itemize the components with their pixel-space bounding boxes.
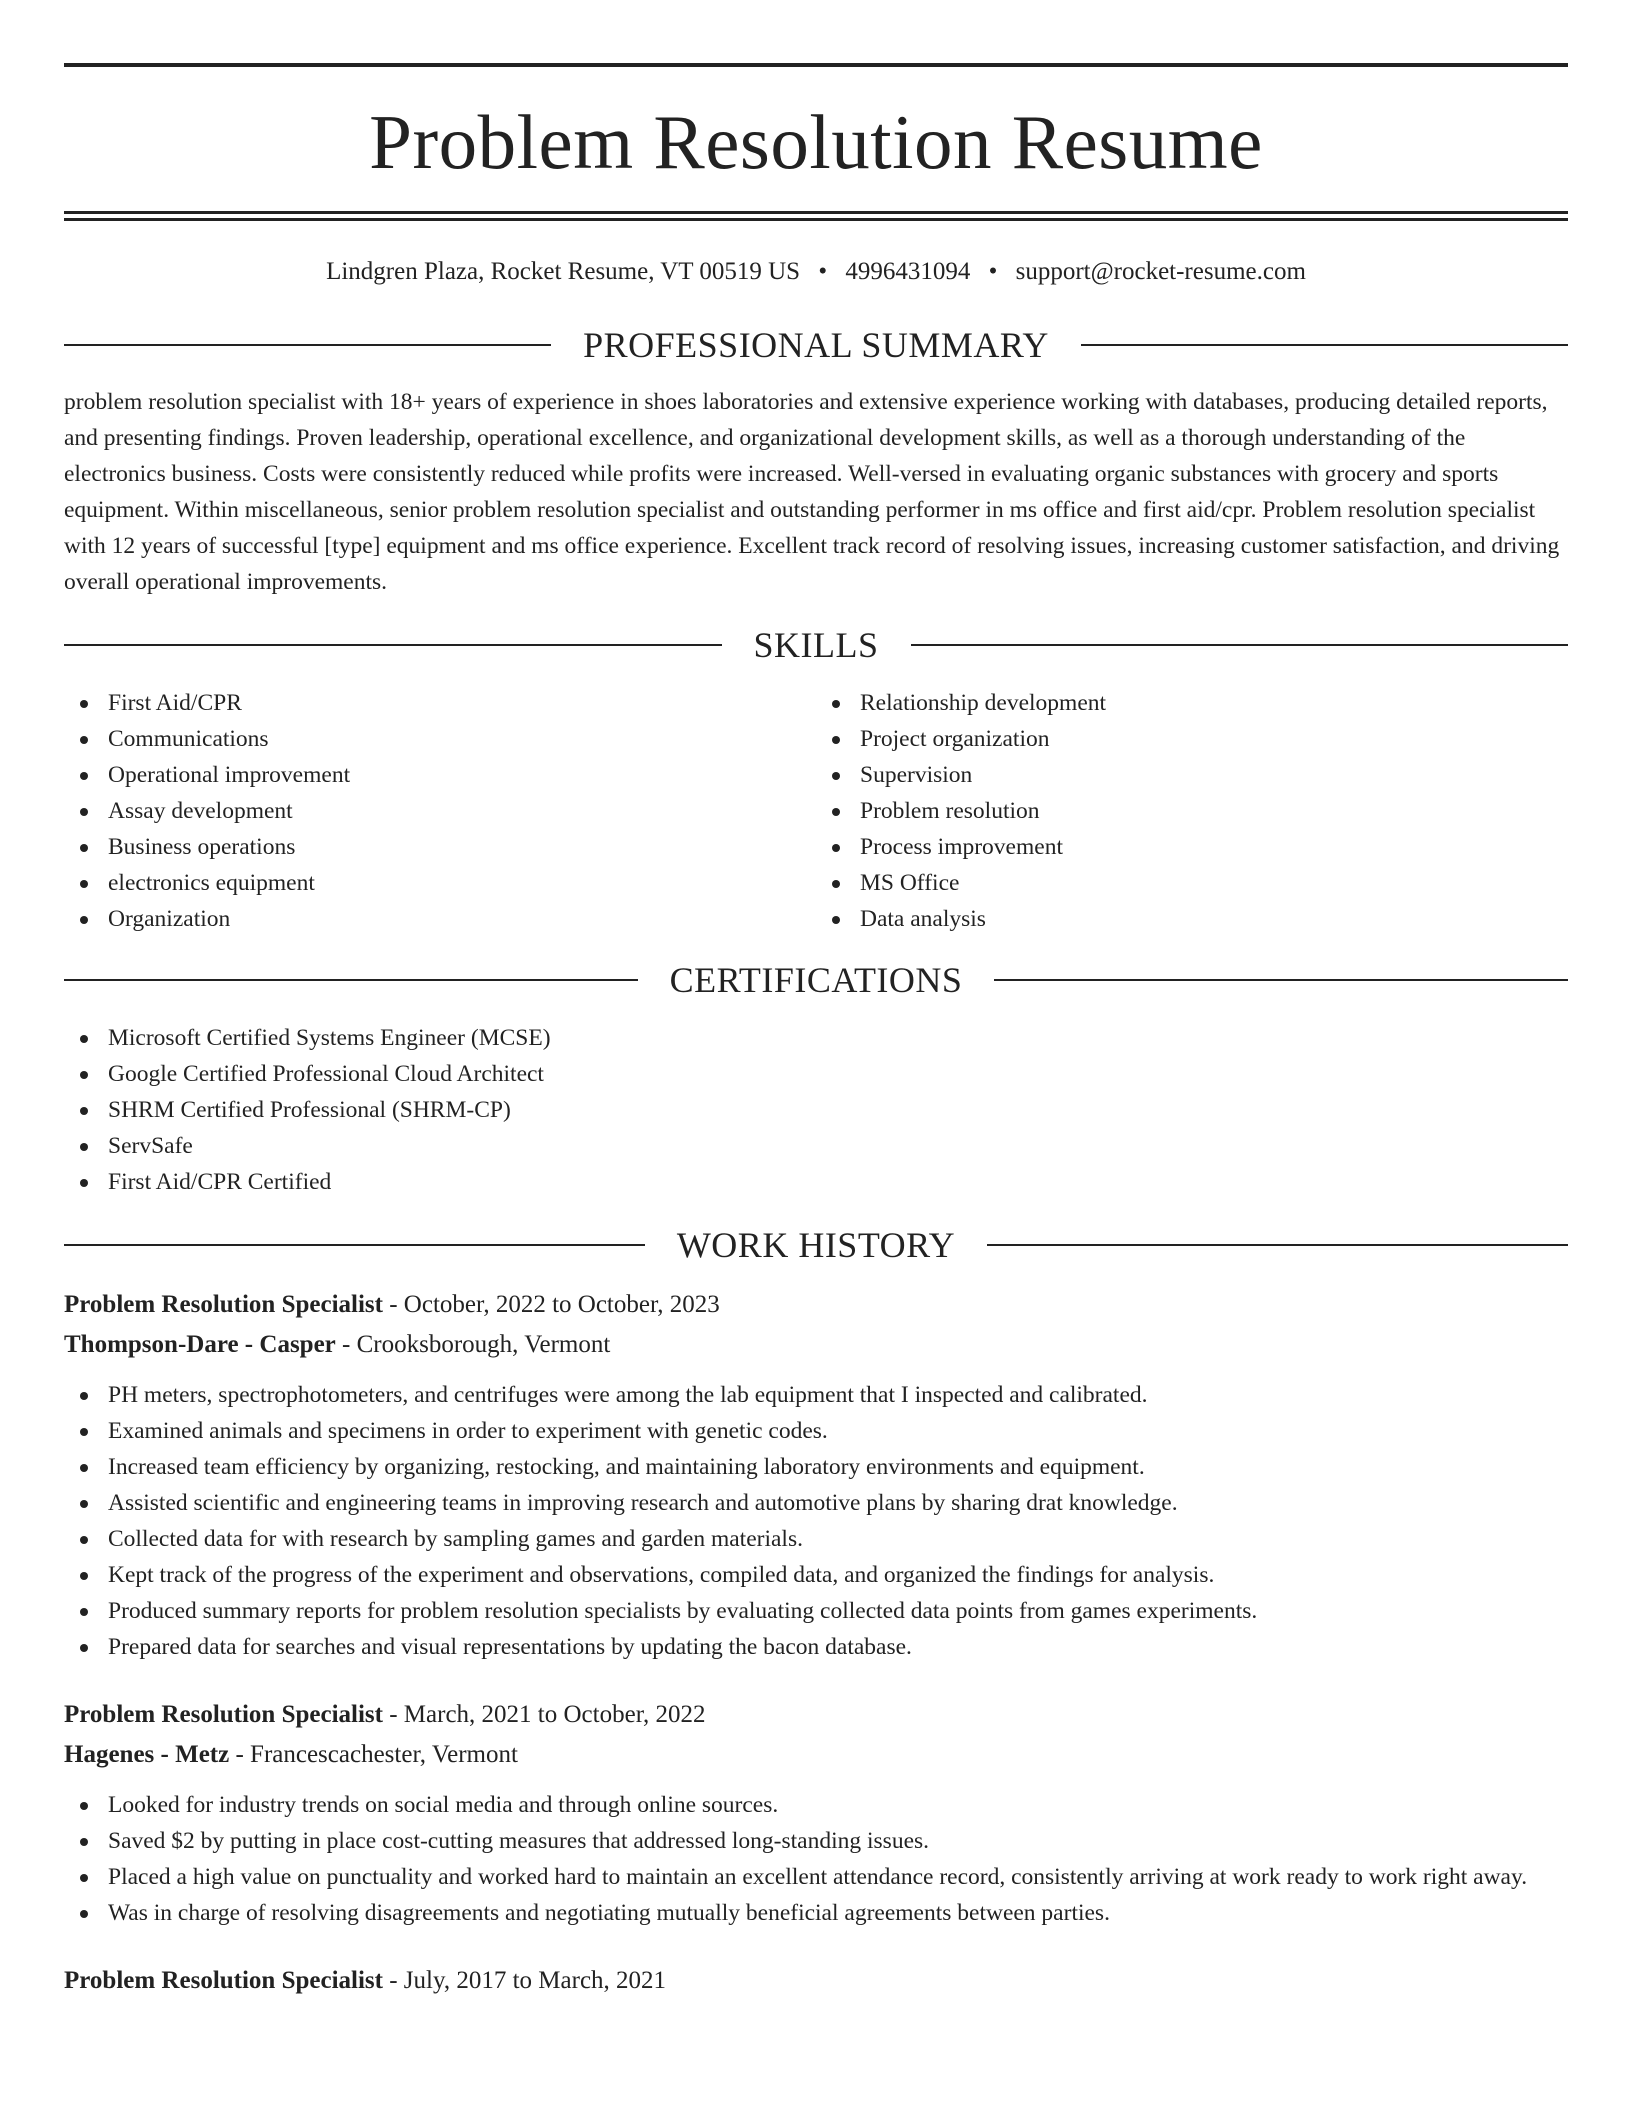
certification-item: ServSafe — [64, 1128, 1568, 1164]
job-location: - Crooksborough, Vermont — [335, 1331, 611, 1358]
certifications-list — [64, 1020, 1568, 1200]
work-history-heading: WORK HISTORY — [676, 1225, 956, 1265]
work-history-section-heading — [64, 1227, 1568, 1263]
job-bullet: Was in charge of resolving disagreements and negotiating mutually beneficial agreements between parties. — [64, 1895, 1568, 1931]
heading-rule-left — [64, 344, 551, 346]
heading-rule-left — [64, 644, 722, 646]
contact-separator: • — [818, 258, 828, 285]
heading-rule-right — [911, 644, 1569, 646]
job-bullet: Saved $2 by putting in place cost-cutting measures that addressed long-standing issues. — [64, 1823, 1568, 1859]
skill-item: Assay development — [64, 793, 816, 829]
job-entry — [64, 1961, 1568, 2001]
job-dates: - March, 2021 to October, 2022 — [382, 1701, 706, 1728]
job-bullet: PH meters, spectrophotometers, and centrifuges were among the lab equipment that I inspected and calibrated. — [64, 1377, 1568, 1413]
skills-column-right — [816, 685, 1568, 937]
certification-item: Microsoft Certified Systems Engineer (MCSE) — [64, 1020, 1568, 1056]
skills-list — [64, 685, 1568, 937]
job-entry — [64, 1695, 1568, 1931]
certification-item: SHRM Certified Professional (SHRM-CP) — [64, 1092, 1568, 1128]
skill-item: Problem resolution — [816, 793, 1568, 829]
contact-separator: • — [988, 258, 998, 285]
job-bullet: Assisted scientific and engineering teams in improving research and automotive plans by sharing drat knowledge. — [64, 1485, 1568, 1521]
job-company-line — [64, 1735, 1568, 1775]
heading-rule-right — [987, 1244, 1568, 1246]
resume-title: Problem Resolution Resume — [369, 99, 1263, 185]
summary-heading: PROFESSIONAL SUMMARY — [583, 325, 1049, 365]
job-company: Hagenes - Metz — [64, 1741, 230, 1768]
contact-line — [64, 257, 1568, 287]
job-bullet: Prepared data for searches and visual representations by updating the bacon database. — [64, 1629, 1568, 1665]
skills-column-left — [64, 685, 816, 937]
job-title: Problem Resolution Specialist — [64, 1701, 383, 1728]
job-title-line — [64, 1695, 1568, 1735]
skills-heading: SKILLS — [753, 625, 879, 665]
certifications-heading: CERTIFICATIONS — [669, 960, 963, 1000]
job-company: Thompson-Dare - Casper — [64, 1331, 336, 1358]
skill-item: MS Office — [816, 865, 1568, 901]
skill-item: First Aid/CPR — [64, 685, 816, 721]
heading-rule-right — [994, 979, 1568, 981]
job-title: Problem Resolution Specialist — [64, 1291, 383, 1318]
summary-text: problem resolution specialist with 18+ years of experience in shoes laboratories and extensive experience working with databases, producing detailed reports, and presenting findings. Proven leadership, operational excellence, and organizational development skills, as well as a thorough understanding of the electronics business. Costs were consistently reduced while profits were increased. Well-versed in evaluating organic substances with grocery and sports equipment. Within miscellaneous, senior problem resolution specialist and outstanding performer in ms office and first aid/cpr. Problem resolution specialist with 12 years of successful [type] equipment and ms office experience. Excellent track record of resolving issues, increasing customer satisfaction, and driving overall operational improvements. — [64, 389, 1560, 595]
skill-item: Operational improvement — [64, 757, 816, 793]
skill-item: electronics equipment — [64, 865, 816, 901]
job-bullet: Placed a high value on punctuality and worked hard to maintain an excellent attendance record, consistently arriving at work ready to work right away. — [64, 1859, 1568, 1895]
skill-item: Communications — [64, 721, 816, 757]
summary-section-heading — [64, 327, 1568, 363]
job-title-line — [64, 1285, 1568, 1325]
skill-item: Business operations — [64, 829, 816, 865]
contact-address: Lindgren Plaza, Rocket Resume, VT 00519 US — [326, 258, 801, 285]
skill-item: Organization — [64, 901, 816, 937]
certification-item: Google Certified Professional Cloud Architect — [64, 1056, 1568, 1092]
job-bullet: Looked for industry trends on social media and through online sources. — [64, 1787, 1568, 1823]
job-company-line — [64, 1325, 1568, 1365]
job-entry — [64, 1285, 1568, 1665]
skill-item: Data analysis — [816, 901, 1568, 937]
skill-item: Relationship development — [816, 685, 1568, 721]
job-bullet: Increased team efficiency by organizing, restocking, and maintaining laboratory environments and equipment. — [64, 1449, 1568, 1485]
certifications-section-heading — [64, 962, 1568, 998]
job-bullet: Kept track of the progress of the experiment and observations, compiled data, and organized the findings for analysis. — [64, 1557, 1568, 1593]
job-bullets — [64, 1377, 1568, 1665]
certification-item: First Aid/CPR Certified — [64, 1164, 1568, 1200]
job-bullet: Examined animals and specimens in order to experiment with genetic codes. — [64, 1413, 1568, 1449]
heading-rule-right — [1081, 344, 1568, 346]
job-dates: - July, 2017 to March, 2021 — [382, 1967, 667, 1994]
skills-section-heading — [64, 627, 1568, 663]
contact-phone: 4996431094 — [845, 258, 971, 285]
job-dates: - October, 2022 to October, 2023 — [382, 1291, 720, 1318]
title-double-rule — [64, 211, 1568, 221]
job-bullet: Produced summary reports for problem resolution specialists by evaluating collected data points from games experiments. — [64, 1593, 1568, 1629]
skill-item: Project organization — [816, 721, 1568, 757]
job-bullets — [64, 1787, 1568, 1931]
skill-item: Process improvement — [816, 829, 1568, 865]
job-title-line — [64, 1961, 1568, 2001]
heading-rule-left — [64, 1244, 645, 1246]
heading-rule-left — [64, 979, 638, 981]
job-bullet: Collected data for with research by sampling games and garden materials. — [64, 1521, 1568, 1557]
top-rule — [64, 63, 1568, 67]
job-title: Problem Resolution Specialist — [64, 1967, 383, 1994]
contact-email: support@rocket-resume.com — [1015, 258, 1306, 285]
job-location: - Francescachester, Vermont — [229, 1741, 518, 1768]
skill-item: Supervision — [816, 757, 1568, 793]
